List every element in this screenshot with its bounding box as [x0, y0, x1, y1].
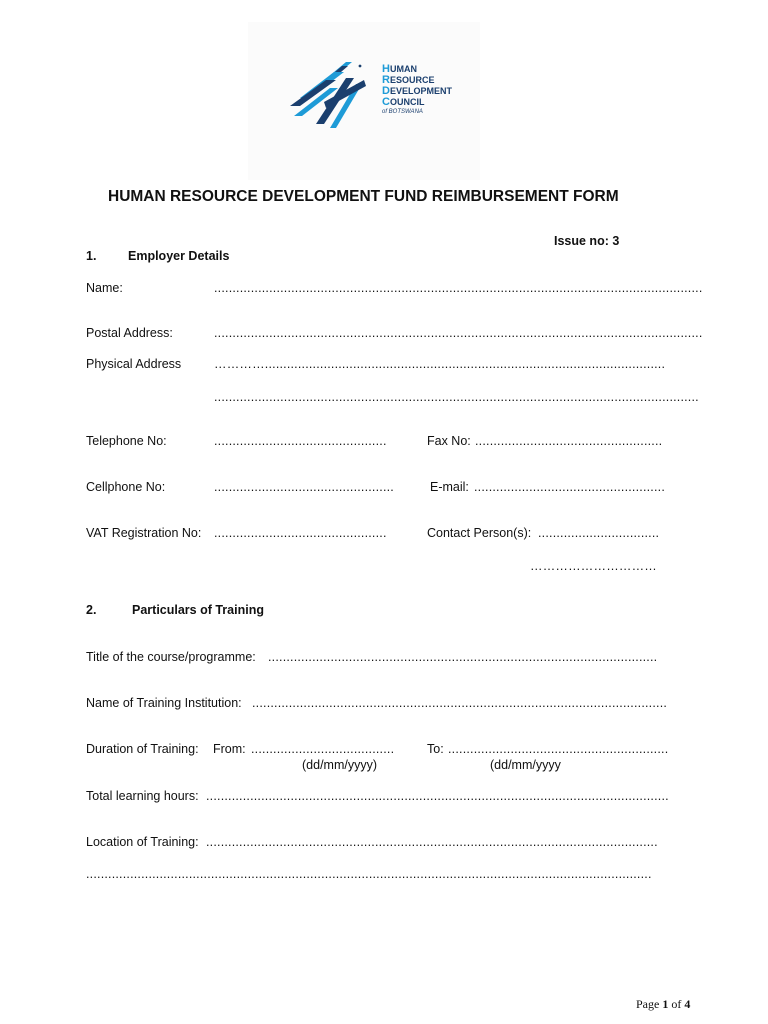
logo-wordmark: HUMAN RESOURCE DEVELOPMENT COUNCIL of BOTSWANA: [382, 63, 452, 115]
fax-field[interactable]: ...................................................: [475, 434, 663, 448]
section2-number: 2.: [86, 603, 97, 617]
postal-address-label: Postal Address:: [86, 326, 173, 340]
physical-address-label: Physical Address: [86, 357, 182, 371]
cellphone-label: Cellphone No:: [86, 480, 166, 494]
vat-registration-field[interactable]: ...............................................: [214, 526, 387, 540]
physical-address-field-line1[interactable]: ………….............................................................................................................: [214, 357, 666, 371]
issue-number: Issue no: 3: [554, 234, 620, 248]
form-title: HUMAN RESOURCE DEVELOPMENT FUND REIMBURSEMENT FORM: [108, 188, 619, 205]
section2-heading: Particulars of Training: [132, 603, 264, 617]
contact-person-field-line2[interactable]: …………………………: [530, 559, 657, 573]
name-label: Name:: [86, 281, 123, 295]
training-location-field-line2[interactable]: ..........................................................................................................................................................: [86, 867, 652, 881]
fax-label: Fax No:: [427, 434, 471, 448]
telephone-field[interactable]: ...............................................: [214, 434, 387, 448]
to-label: To:: [427, 742, 444, 756]
hrdc-logo-icon: [286, 60, 380, 130]
name-field[interactable]: .....................................................................................................................................: [214, 281, 703, 295]
training-location-field[interactable]: ...........................................................................................................................: [206, 835, 658, 849]
section1-number: 1.: [86, 249, 97, 263]
email-label: E-mail:: [430, 480, 469, 494]
section1-heading: Employer Details: [128, 249, 230, 263]
page-indicator: Page 1 of 4: [636, 997, 691, 1011]
logo-subtitle: of BOTSWANA: [382, 109, 423, 115]
training-institution-field[interactable]: .................................................................................................................: [252, 696, 668, 710]
from-label: From:: [213, 742, 246, 756]
learning-hours-label: Total learning hours:: [86, 789, 199, 803]
vat-registration-label: VAT Registration No:: [86, 526, 202, 540]
contact-person-label: Contact Person(s):: [427, 526, 532, 540]
training-institution-label: Name of Training Institution:: [86, 696, 242, 710]
duration-label: Duration of Training:: [86, 742, 199, 756]
telephone-label: Telephone No:: [86, 434, 167, 448]
from-date-format: (dd/mm/yyyy): [302, 758, 377, 772]
to-date-field[interactable]: ............................................................: [448, 742, 669, 756]
course-title-field[interactable]: ..........................................................................................................: [268, 650, 658, 664]
contact-person-field[interactable]: .................................: [538, 526, 660, 540]
postal-address-field[interactable]: .....................................................................................................................................: [214, 326, 703, 340]
training-location-label: Location of Training:: [86, 835, 199, 849]
cellphone-field[interactable]: .................................................: [214, 480, 394, 494]
physical-address-field-line2[interactable]: ....................................................................................................................................: [214, 390, 699, 404]
from-date-field[interactable]: .......................................: [251, 742, 395, 756]
to-date-format: (dd/mm/yyyy: [490, 758, 561, 772]
learning-hours-field[interactable]: ..............................................................................................................................: [206, 789, 669, 803]
course-title-label: Title of the course/programme:: [86, 650, 256, 664]
email-field[interactable]: ....................................................: [474, 480, 665, 494]
